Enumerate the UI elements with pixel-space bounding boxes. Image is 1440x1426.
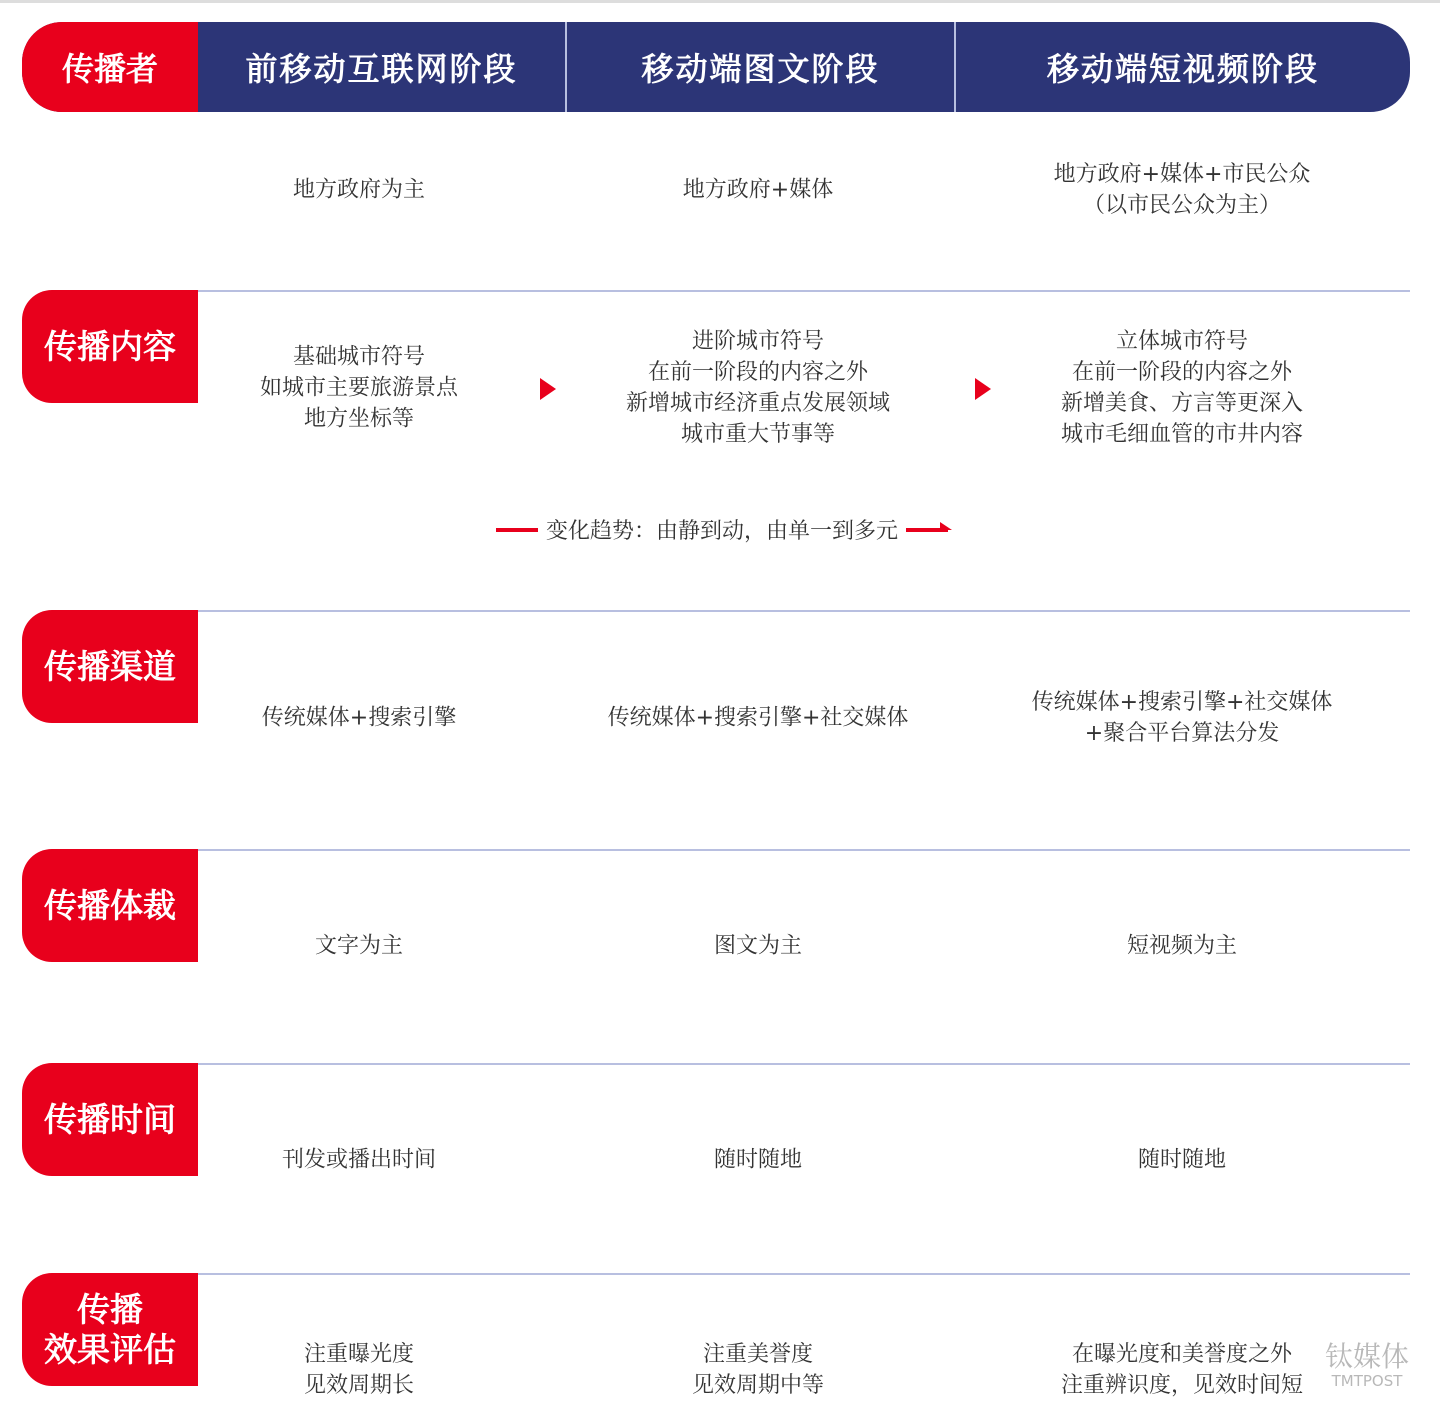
table-cell: 地方政府+媒体 [682, 177, 834, 203]
table-cell: 基础城市符号 如城市主要旅游景点 地方坐标等 [259, 344, 458, 432]
trend-arrow-icon [906, 528, 948, 532]
row-separator [198, 290, 1410, 292]
watermark-cn: 钛媒体 [1325, 1340, 1410, 1373]
row-label: 传播 效果评估 [22, 1273, 198, 1386]
table-cell: 进阶城市符号 在前一阶段的内容之外 新增城市经济重点发展领域 城市重大节事等 [625, 329, 890, 447]
arrow-right-icon [975, 378, 991, 400]
watermark [1325, 1342, 1409, 1390]
table-cell: 文字为主 [314, 933, 403, 959]
table-cell: 随时随地 [1137, 1147, 1226, 1173]
table-cell: 随时随地 [713, 1147, 802, 1173]
row-separator [198, 1273, 1410, 1275]
row-label: 传播内容 [22, 290, 198, 403]
header-label: 传播者 [22, 22, 198, 112]
table-header [22, 22, 1410, 112]
table-cell: 地方政府为主 [292, 177, 425, 203]
table-cell: 传统媒体+搜索引擎+社交媒体 [607, 705, 909, 731]
row-separator [198, 610, 1410, 612]
header-col-2: 移动端图文阶段 [567, 22, 956, 112]
trend-bar [496, 528, 538, 532]
top-border [0, 0, 1440, 3]
table-cell: 刊发或播出时间 [281, 1147, 436, 1173]
table-cell: 注重曝光度 见效周期长 [303, 1342, 414, 1398]
row-label: 传播体裁 [22, 849, 198, 962]
row-separator [198, 1063, 1410, 1065]
row-label: 传播渠道 [22, 610, 198, 723]
header-col-1: 前移动互联网阶段 [198, 22, 567, 112]
table-cell: 地方政府+媒体+市民公众 （以市民公众为主） [1053, 162, 1311, 218]
header-col-3: 移动端短视频阶段 [1046, 50, 1319, 88]
table-cell: 在曝光度和美誉度之外 注重辨识度，见效时间短 [1060, 1342, 1303, 1398]
table-cell: 短视频为主 [1126, 933, 1237, 959]
trend-text: 变化趋势：由静到动，由单一到多元 [546, 519, 899, 544]
trend-line [496, 514, 948, 545]
row-label: 传播时间 [22, 1063, 198, 1176]
table-cell: 图文为主 [713, 933, 802, 959]
table-cell: 传统媒体+搜索引擎+社交媒体 +聚合平台算法分发 [1031, 690, 1333, 746]
row-separator [198, 849, 1410, 851]
watermark-en: TMTPOST [1331, 1372, 1403, 1390]
arrow-right-icon [540, 378, 556, 400]
table-cell: 注重美誉度 见效周期中等 [691, 1342, 824, 1398]
table-cell: 传统媒体+搜索引擎 [261, 705, 457, 731]
table-cell: 立体城市符号 在前一阶段的内容之外 新增美食、方言等更深入 城市毛细血管的市井内容 [1060, 329, 1303, 447]
